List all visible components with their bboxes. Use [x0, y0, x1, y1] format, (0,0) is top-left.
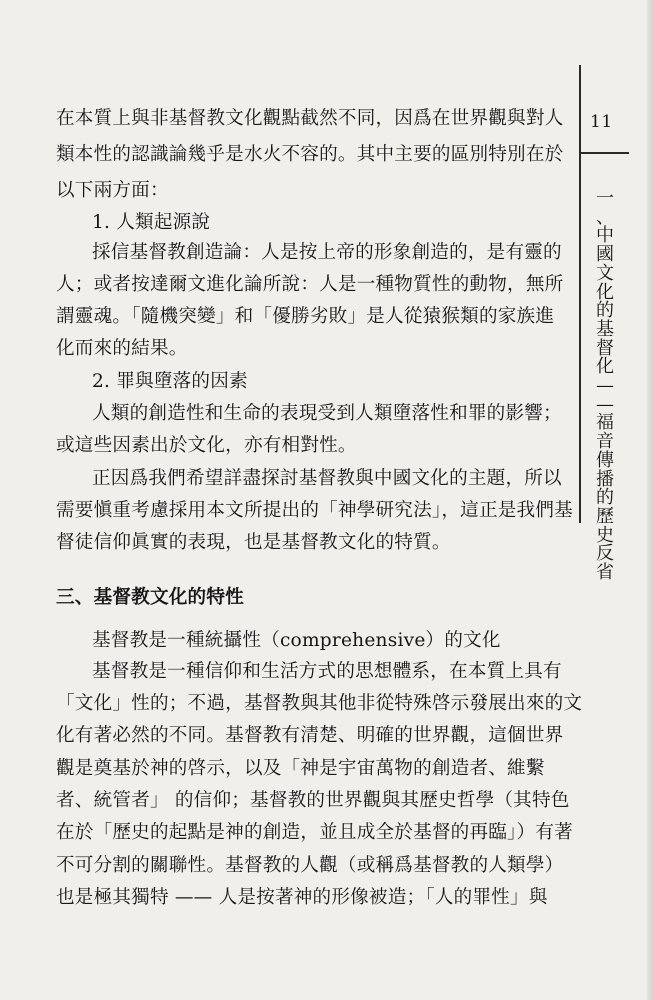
margin-horizontal-rule	[581, 152, 629, 154]
body-line: 督徒信仰眞實的表現，也是基督教文化的特質。	[56, 532, 451, 553]
body-line: 類本性的認識論幾乎是水火不容的。其中主要的區別特別在於	[56, 144, 564, 165]
subheading-sin: 2. 罪與墮落的因素	[92, 371, 248, 392]
body-line: 人；或者按達爾文進化論所說：人是一種物質性的動物，無所	[56, 274, 564, 295]
body-line: 採信基督教創造論：人是按上帝的形象創造的，是有靈的	[92, 242, 562, 263]
body-line: 基督教是一種信仰和生活方式的思想體系，在本質上具有	[92, 661, 562, 682]
body-line: 或這些因素出於文化，亦有相對性。	[56, 435, 357, 456]
body-line: 在於「歷史的起點是神的創造，並且成全於基督的再臨」）有著	[56, 822, 573, 843]
subheading-comprehensive: 基督教是一種統攝性（comprehensive）的文化	[92, 630, 501, 651]
body-line: 者、統管者」 的信仰；基督教的世界觀與其歷史哲學（其特色	[56, 790, 570, 811]
section-heading: 三、基督教文化的特性	[56, 587, 244, 608]
body-line: 化而來的結果。	[56, 338, 188, 359]
page-number: 11	[590, 112, 613, 132]
page-edge-shadow	[647, 0, 653, 1000]
body-line: 人類的創造性和生命的表現受到人類墮落性和罪的影響；	[92, 403, 562, 424]
body-line: 「文化」性的；不過，基督教與其他非從特殊啓示發展出來的文	[56, 693, 583, 714]
running-head: 一 、 中 國 文 化 的 基 督 化 — — 福 音 傳 播 的 歷 史 反 省	[596, 188, 614, 584]
body-line: 需要愼重考慮採用本文所提出的「神學研究法」，這正是我們基	[56, 500, 573, 521]
body-line: 也是極其獨特 —— 人是按著神的形像被造；「人的罪性」與	[56, 887, 548, 908]
margin-vertical-rule	[579, 65, 581, 523]
body-line: 不可分割的關聯性。基督教的人觀（或稱爲基督教的人類學）	[56, 855, 564, 876]
body-line: 正因爲我們希望詳盡探討基督教與中國文化的主題，所以	[92, 468, 562, 489]
body-line: 在本質上與非基督教文化觀點截然不同，因爲在世界觀與對人	[56, 108, 564, 129]
body-line: 謂靈魂。「隨機突變」和「優勝劣敗」是人從猿猴類的家族進	[56, 306, 555, 327]
body-line: 觀是奠基於神的啓示，以及「神是宇宙萬物的創造者、維繫	[56, 758, 545, 779]
body-line: 以下兩方面：	[56, 180, 169, 201]
body-line: 化有著必然的不同。基督教有清楚、明確的世界觀，這個世界	[56, 725, 564, 746]
subheading-origin: 1. 人類起源說	[92, 212, 211, 233]
